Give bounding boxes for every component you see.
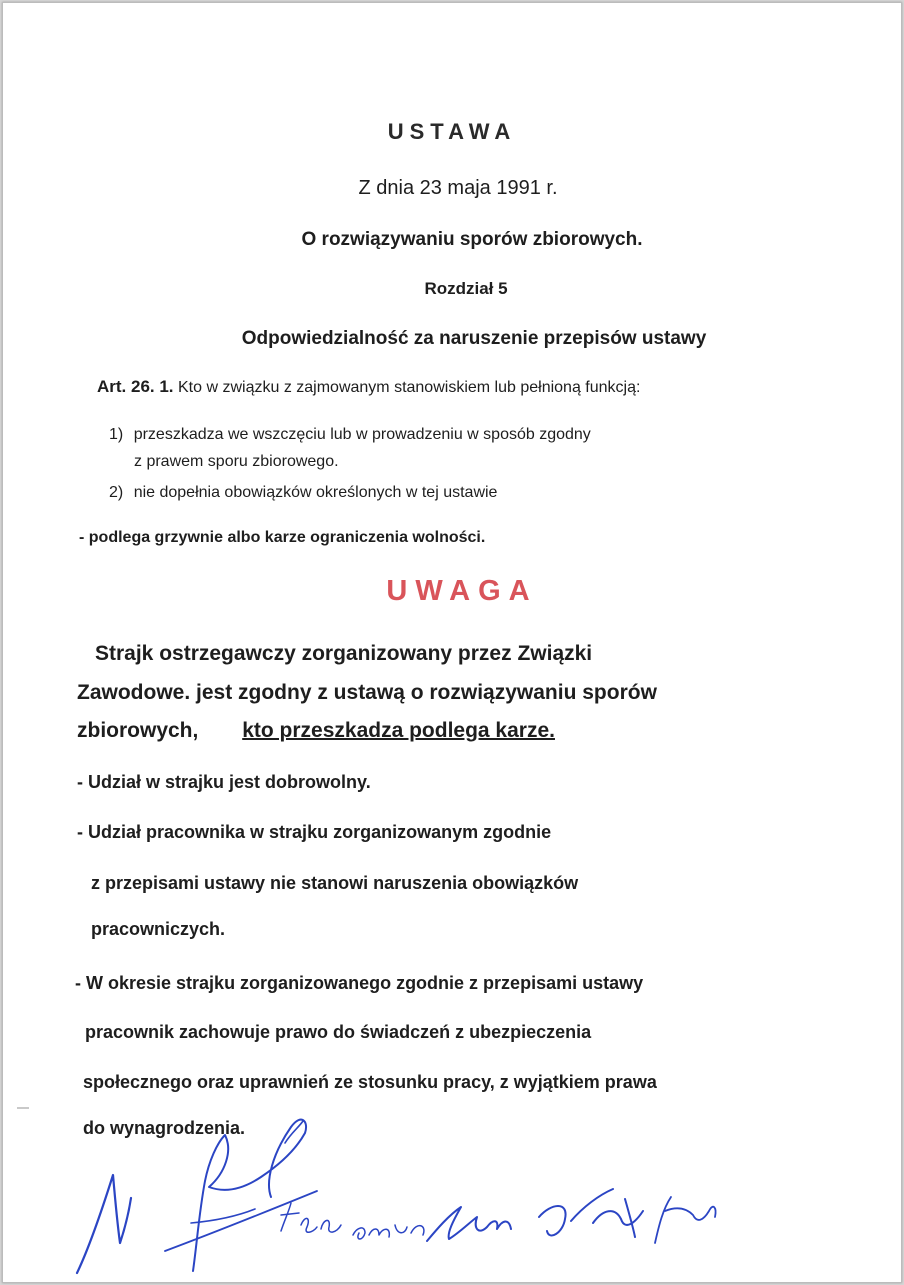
list-item-text: przeszkadza we wszczęciu lub w prowadzeniu w sposób zgodny <box>133 426 591 443</box>
notice-underlined-text: kto przeszkadza podlega karze. <box>242 719 555 742</box>
chapter-title: Odpowiedzialność za naruszenie przepisów ustawy <box>241 328 707 349</box>
list-item-continuation: z prawem sporu zbiorowego. <box>134 453 339 470</box>
list-item-text: nie dopełnia obowiązków określonych w tej ustawie <box>133 484 498 501</box>
document-date: Z dnia 23 maja 1991 r. <box>358 177 558 199</box>
article-heading <box>97 377 640 397</box>
notice-line <box>77 719 555 743</box>
document-title: USTAWA <box>387 119 517 144</box>
list-item <box>109 484 497 502</box>
list-item-marker: 1) <box>109 426 124 443</box>
article-penalty: - podlega grzywnie albo karze ograniczenia wolności. <box>79 529 486 546</box>
document-page <box>2 2 902 1283</box>
article-text: Kto w związku z zajmowanym stanowiskiem lub pełnioną funkcją: <box>178 379 641 396</box>
bullet-line: - Udział pracownika w strajku zorganizowanym zgodnie <box>77 822 552 842</box>
list-item <box>109 426 591 444</box>
list-item-marker: 2) <box>109 484 124 501</box>
bullet-line: pracowniczych. <box>91 919 226 939</box>
bullet-line: - W okresie strajku zorganizowanego zgodnie z przepisami ustawy <box>75 973 644 993</box>
bullet-line: z przepisami ustawy nie stanowi naruszenia obowiązków <box>91 873 579 893</box>
bullet-line: pracownik zachowuje prawo do świadczeń z ubezpieczenia <box>85 1022 592 1042</box>
bullet-line: do wynagrodzenia. <box>83 1118 246 1138</box>
warning-heading: UWAGA <box>386 575 538 607</box>
notice-text: zbiorowych, <box>77 719 199 742</box>
bullet-line: - Udział w strajku jest dobrowolny. <box>77 772 371 792</box>
notice-line: Zawodowe. jest zgodny z ustawą o rozwiązywaniu sporów <box>77 681 657 704</box>
document-subject: O rozwiązywaniu sporów zbiorowych. <box>301 229 643 250</box>
article-number: Art. 26. 1. <box>97 377 174 396</box>
handwritten-signatures-icon <box>3 1103 901 1283</box>
notice-line: Strajk ostrzegawczy zorganizowany przez Związki <box>95 642 593 665</box>
bullet-line: społecznego oraz uprawnień ze stosunku pracy, z wyjątkiem prawa <box>83 1072 657 1092</box>
chapter-number: Rozdział 5 <box>424 279 508 298</box>
